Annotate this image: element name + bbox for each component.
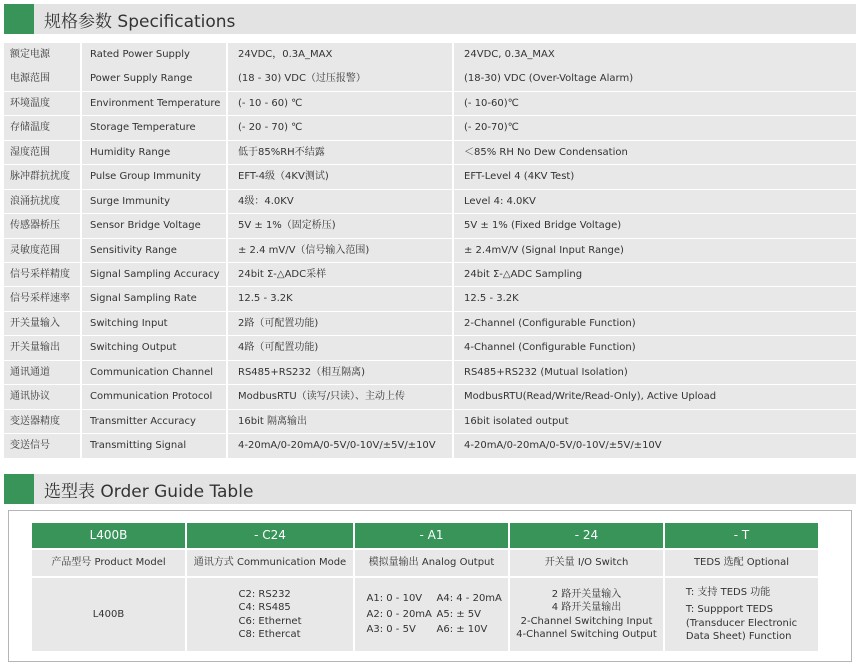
spec-value-cn: (- 10 - 60) ℃ xyxy=(228,92,452,116)
spec-value-en: 24VDC, 0.3A_MAX xyxy=(454,43,856,67)
spec-value-en: ModbusRTU(Read/Write/Read-Only), Active Upload xyxy=(454,385,856,409)
order-label: 模拟量输出 Analog Output xyxy=(355,550,508,576)
spec-value-cn: (18 - 30) VDC（过压报警） xyxy=(228,67,452,91)
spec-name-en: Switching Input xyxy=(82,312,226,336)
option-line: C2: RS232 xyxy=(238,588,291,600)
spec-name-en: Transmitter Accuracy xyxy=(82,410,226,434)
spec-value-en: RS485+RS232 (Mutual Isolation) xyxy=(454,361,856,385)
order-options xyxy=(355,578,508,651)
order-options xyxy=(510,578,663,651)
spec-row xyxy=(4,263,856,287)
spec-name-cn: 湿度范围 xyxy=(4,141,80,165)
spec-row xyxy=(4,141,856,165)
spec-name-en: Communication Protocol xyxy=(82,385,226,409)
spec-row xyxy=(4,190,856,214)
spec-value-cn: EFT-4级（4KV测试) xyxy=(228,165,452,189)
spec-value-en: (- 20-70)℃ xyxy=(454,116,856,140)
option-line: 4-Channel Switching Output xyxy=(516,629,657,640)
option-line: C6: Ethernet xyxy=(238,615,302,627)
spec-value-cn: 4级：4.0KV xyxy=(228,190,452,214)
option-line: A5: ± 5V xyxy=(436,608,482,620)
spec-name-cn: 传感器桥压 xyxy=(4,214,80,238)
option-line: A2: 0 - 20mA xyxy=(366,608,432,620)
order-col-product-model xyxy=(32,523,185,651)
spec-name-en: Storage Temperature xyxy=(82,116,226,140)
spec-value-en: 24bit Σ-△ADC Sampling xyxy=(454,263,856,287)
option-line: 2 路开关量输入 xyxy=(551,588,622,600)
spec-row xyxy=(4,92,856,116)
order-options xyxy=(187,578,353,651)
order-code: - 24 xyxy=(510,523,663,548)
spec-value-cn: 24bit Σ-△ADC采样 xyxy=(228,263,452,287)
order-label: 通讯方式 Communication Mode xyxy=(187,550,353,576)
order-guide-title: 选型表 Order Guide Table xyxy=(44,482,254,502)
spec-name-en: Signal Sampling Rate xyxy=(82,287,226,311)
spec-name-cn: 通讯通道 xyxy=(4,361,80,385)
option-line: T: Suppport TEDS xyxy=(685,604,773,615)
specifications-table xyxy=(4,43,856,458)
order-col-analog-output xyxy=(355,523,508,651)
order-guide-header xyxy=(4,474,856,504)
spec-name-en: Rated Power Supply xyxy=(82,43,226,67)
option-line: L400B xyxy=(92,608,125,620)
spec-value-cn: ± 2.4 mV/V（信号输入范围) xyxy=(228,239,452,263)
spec-row xyxy=(4,165,856,189)
spec-value-en: 4-Channel (Configurable Function) xyxy=(454,336,856,360)
spec-name-en: Sensor Bridge Voltage xyxy=(82,214,226,238)
spec-value-cn: 24VDC，0.3A_MAX xyxy=(228,43,452,67)
spec-value-en: Level 4: 4.0KV xyxy=(454,190,856,214)
spec-row xyxy=(4,336,856,360)
spec-name-cn: 存储温度 xyxy=(4,116,80,140)
order-col-io-switch xyxy=(510,523,663,651)
spec-name-en: Pulse Group Immunity xyxy=(82,165,226,189)
order-code: - C24 xyxy=(187,523,353,548)
spec-row xyxy=(4,434,856,458)
spec-name-en: Switching Output xyxy=(82,336,226,360)
option-line: A4: 4 - 20mA xyxy=(436,593,502,605)
spec-value-cn: 4路（可配置功能) xyxy=(228,336,452,360)
option-line: A6: ± 10V xyxy=(436,624,488,636)
spec-name-cn: 信号采样精度 xyxy=(4,263,80,287)
order-code: - A1 xyxy=(355,523,508,548)
spec-value-en: (18-30) VDC (Over-Voltage Alarm) xyxy=(454,67,856,91)
spec-name-cn: 开关量输入 xyxy=(4,312,80,336)
spec-value-cn: 16bit 隔离输出 xyxy=(228,410,452,434)
spec-name-cn: 浪涌抗扰度 xyxy=(4,190,80,214)
spec-name-cn: 变送信号 xyxy=(4,434,80,458)
spec-name-en: Power Supply Range xyxy=(82,67,226,91)
spec-name-cn: 信号采样速率 xyxy=(4,287,80,311)
spec-value-cn: 12.5 - 3.2K xyxy=(228,287,452,311)
option-line: A1: 0 - 10V xyxy=(366,593,423,605)
spec-value-cn: 4-20mA/0-20mA/0-5V/0-10V/±5V/±10V xyxy=(228,434,452,458)
spec-value-en: 2-Channel (Configurable Function) xyxy=(454,312,856,336)
option-line: 2-Channel Switching Input xyxy=(520,615,653,627)
spec-name-en: Surge Immunity xyxy=(82,190,226,214)
spec-name-cn: 灵敏度范围 xyxy=(4,239,80,263)
spec-row xyxy=(4,239,856,263)
spec-value-cn: (- 20 - 70) ℃ xyxy=(228,116,452,140)
order-label: 产品型号 Product Model xyxy=(32,550,185,576)
spec-name-cn: 额定电源 xyxy=(4,43,80,67)
order-label: 开关量 I/O Switch xyxy=(510,550,663,576)
spec-name-cn: 脉冲群抗扰度 xyxy=(4,165,80,189)
spec-value-cn: 2路（可配置功能) xyxy=(228,312,452,336)
spec-row xyxy=(4,385,856,409)
spec-name-cn: 变送器精度 xyxy=(4,410,80,434)
order-code: L400B xyxy=(32,523,185,548)
spec-row xyxy=(4,67,856,91)
section-marker xyxy=(4,4,34,34)
option-line: 4 路开关量输出 xyxy=(551,602,622,613)
spec-value-en: 12.5 - 3.2K xyxy=(454,287,856,311)
spec-name-en: Transmitting Signal xyxy=(82,434,226,458)
option-line: Data Sheet) Function xyxy=(685,631,792,642)
spec-value-en: EFT-Level 4 (4KV Test) xyxy=(454,165,856,189)
spec-row xyxy=(4,410,856,434)
option-line: (Transducer Electronic xyxy=(685,617,798,629)
spec-name-cn: 环境温度 xyxy=(4,92,80,116)
spec-value-cn: ModbusRTU（读写/只读）、主动上传 xyxy=(228,385,452,409)
spec-value-en: 4-20mA/0-20mA/0-5V/0-10V/±5V/±10V xyxy=(454,434,856,458)
spec-name-en: Sensitivity Range xyxy=(82,239,226,263)
order-label: TEDS 选配 Optional xyxy=(665,550,818,576)
spec-row xyxy=(4,287,856,311)
spec-row xyxy=(4,116,856,140)
spec-row xyxy=(4,43,856,67)
spec-value-en: (- 10-60)℃ xyxy=(454,92,856,116)
spec-value-en: 5V ± 1% (Fixed Bridge Voltage) xyxy=(454,214,856,238)
spec-name-en: Environment Temperature xyxy=(82,92,226,116)
spec-value-cn: 5V ± 1%（固定桥压) xyxy=(228,214,452,238)
specifications-title: 规格参数 Specifications xyxy=(44,12,236,32)
spec-value-en: ＜85% RH No Dew Condensation xyxy=(454,141,856,165)
order-options xyxy=(32,578,185,651)
specifications-header xyxy=(4,4,856,34)
spec-name-en: Signal Sampling Accuracy xyxy=(82,263,226,287)
spec-value-en: ± 2.4mV/V (Signal Input Range) xyxy=(454,239,856,263)
order-guide-table xyxy=(8,510,852,662)
order-col-communication xyxy=(187,523,353,651)
spec-name-cn: 开关量输出 xyxy=(4,336,80,360)
spec-name-en: Humidity Range xyxy=(82,141,226,165)
order-options xyxy=(665,578,818,651)
spec-name-en: Communication Channel xyxy=(82,361,226,385)
order-code: - T xyxy=(665,523,818,548)
option-line: C8: Ethercat xyxy=(238,629,301,640)
option-line: A3: 0 - 5V xyxy=(366,624,416,636)
spec-value-cn: 低于85%RH不结露 xyxy=(228,141,452,165)
spec-value-en: 16bit isolated output xyxy=(454,410,856,434)
section-marker xyxy=(4,474,34,504)
option-line: T: 支持 TEDS 功能 xyxy=(685,586,771,598)
spec-row xyxy=(4,312,856,336)
order-col-teds xyxy=(665,523,818,651)
spec-value-cn: RS485+RS232（相互隔离) xyxy=(228,361,452,385)
spec-row xyxy=(4,214,856,238)
spec-row xyxy=(4,361,856,385)
spec-name-cn: 电源范围 xyxy=(4,67,80,91)
option-line: C4: RS485 xyxy=(238,602,291,613)
spec-name-cn: 通讯协议 xyxy=(4,385,80,409)
